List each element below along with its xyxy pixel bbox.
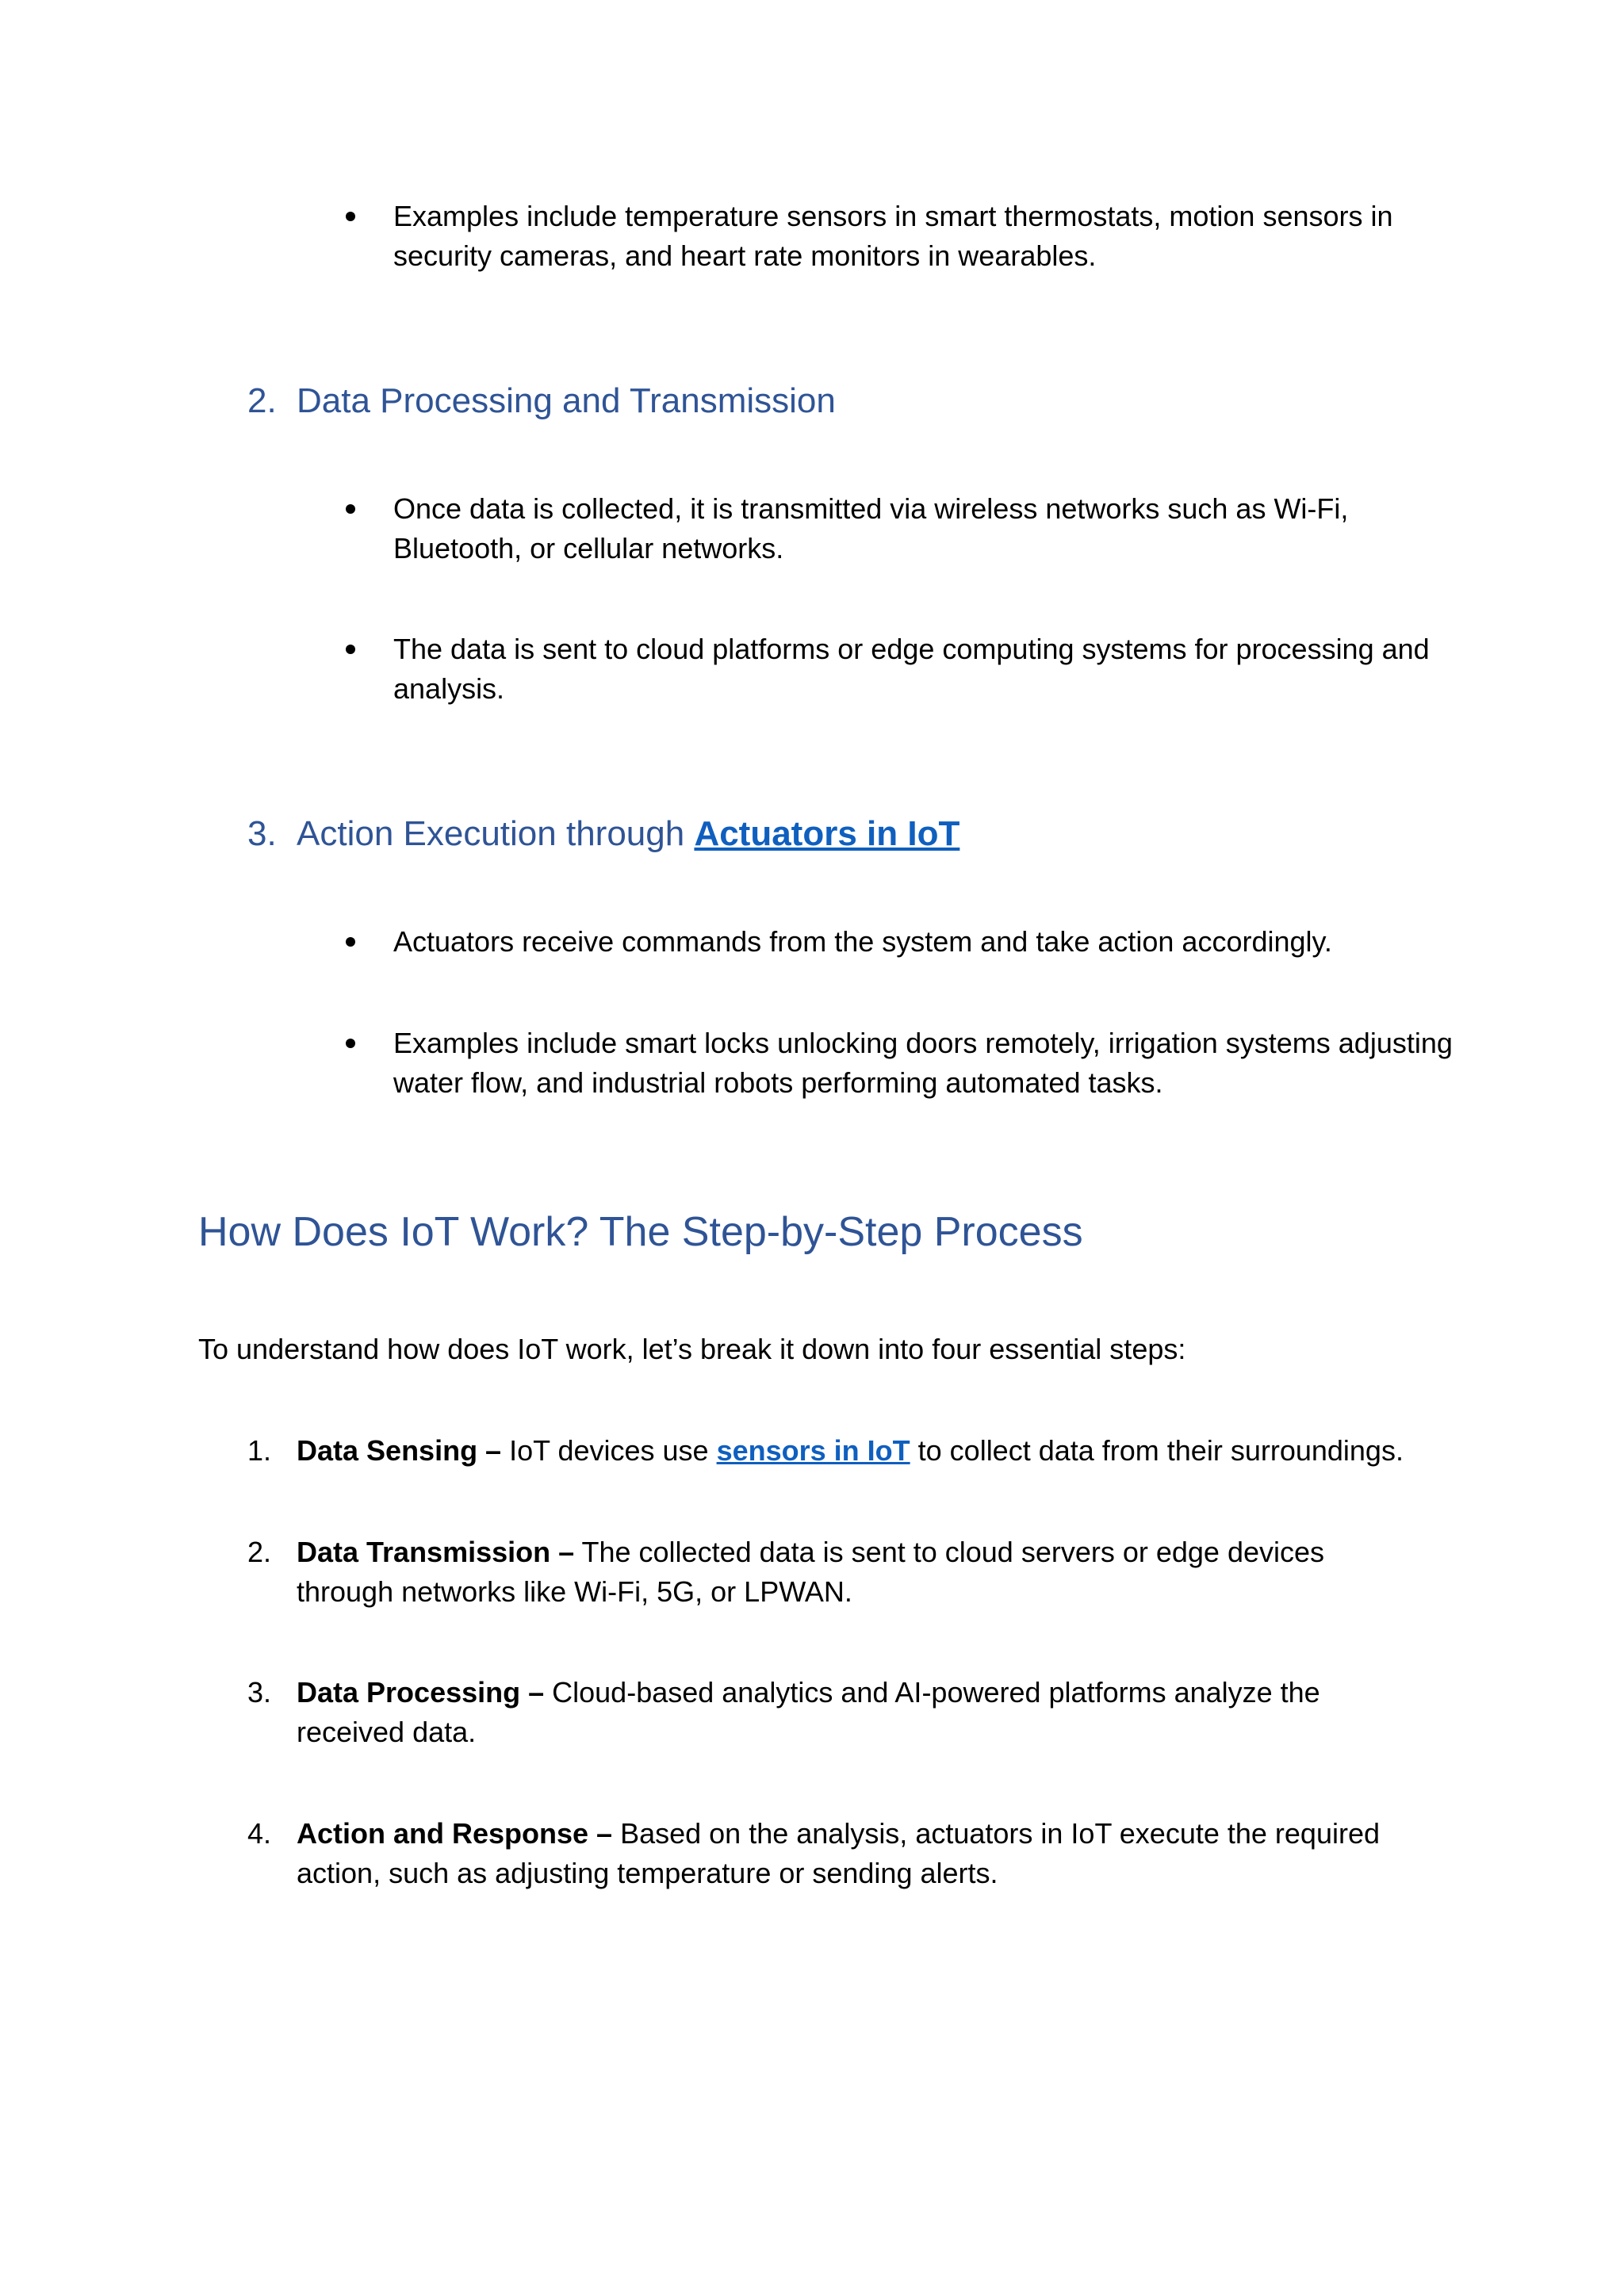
step-text: Cloud-based analytics and AI-powered platforms analyze the received data. [297, 1676, 1320, 1748]
page-heading: How Does IoT Work? The Step-by-Step Process [198, 1209, 1083, 1255]
bullet-marker [346, 937, 355, 947]
bullet-item: Once data is collected, it is transmitted via wireless networks such as Wi-Fi, Bluetooth, or cellular networks. [393, 492, 1349, 564]
step-number: 3. [247, 1676, 272, 1709]
step-number: 1. [247, 1434, 272, 1467]
bullet-item: Actuators receive commands from the system and take action accordingly. [393, 925, 1332, 958]
step-text: The collected data is sent to cloud servers or edge devices through networks like Wi-Fi, 5G, or LPWAN. [297, 1536, 1325, 1608]
step-item [297, 1673, 1423, 1752]
section-title [297, 812, 959, 856]
step-item [297, 1533, 1423, 1612]
section-title: Data Processing and Transmission [297, 381, 836, 420]
section-number: 2. [247, 381, 277, 420]
sensors-in-iot-link[interactable]: sensors in IoT [716, 1434, 910, 1467]
bullet-item: Examples include smart locks unlocking doors remotely, irrigation systems adjusting water flow, and industrial robots performing automated tasks. [393, 1027, 1453, 1099]
section-title-text: Action Execution through [297, 814, 695, 853]
bullet-marker [346, 212, 355, 221]
step-item [297, 1431, 1423, 1471]
step-item [297, 1814, 1423, 1893]
intro-paragraph: To understand how does IoT work, let’s break it down into four essential steps: [198, 1333, 1186, 1365]
bullet-marker [346, 645, 355, 654]
step-text: to collect data from their surroundings. [910, 1434, 1404, 1467]
step-number: 4. [247, 1817, 272, 1850]
section-number: 3. [247, 814, 277, 853]
bullet-marker [346, 1039, 355, 1048]
step-title: Data Transmission – [297, 1536, 575, 1568]
bullet-item: Examples include temperature sensors in smart thermostats, motion sensors in security cameras, and heart rate monitors in wearables. [393, 200, 1393, 272]
step-title: Data Processing – [297, 1676, 545, 1709]
step-text: IoT devices use [501, 1434, 717, 1467]
step-title: Data Sensing – [297, 1434, 502, 1467]
step-title: Action and Response – [297, 1817, 613, 1850]
actuators-in-iot-link[interactable]: Actuators in IoT [694, 814, 960, 853]
step-text: Based on the analysis, actuators in IoT execute the required action, such as adjusting temperature or sending alerts. [297, 1817, 1380, 1889]
bullet-item: The data is sent to cloud platforms or edge computing systems for processing and analysis. [393, 633, 1430, 705]
bullet-marker [346, 504, 355, 514]
step-number: 2. [247, 1536, 272, 1568]
